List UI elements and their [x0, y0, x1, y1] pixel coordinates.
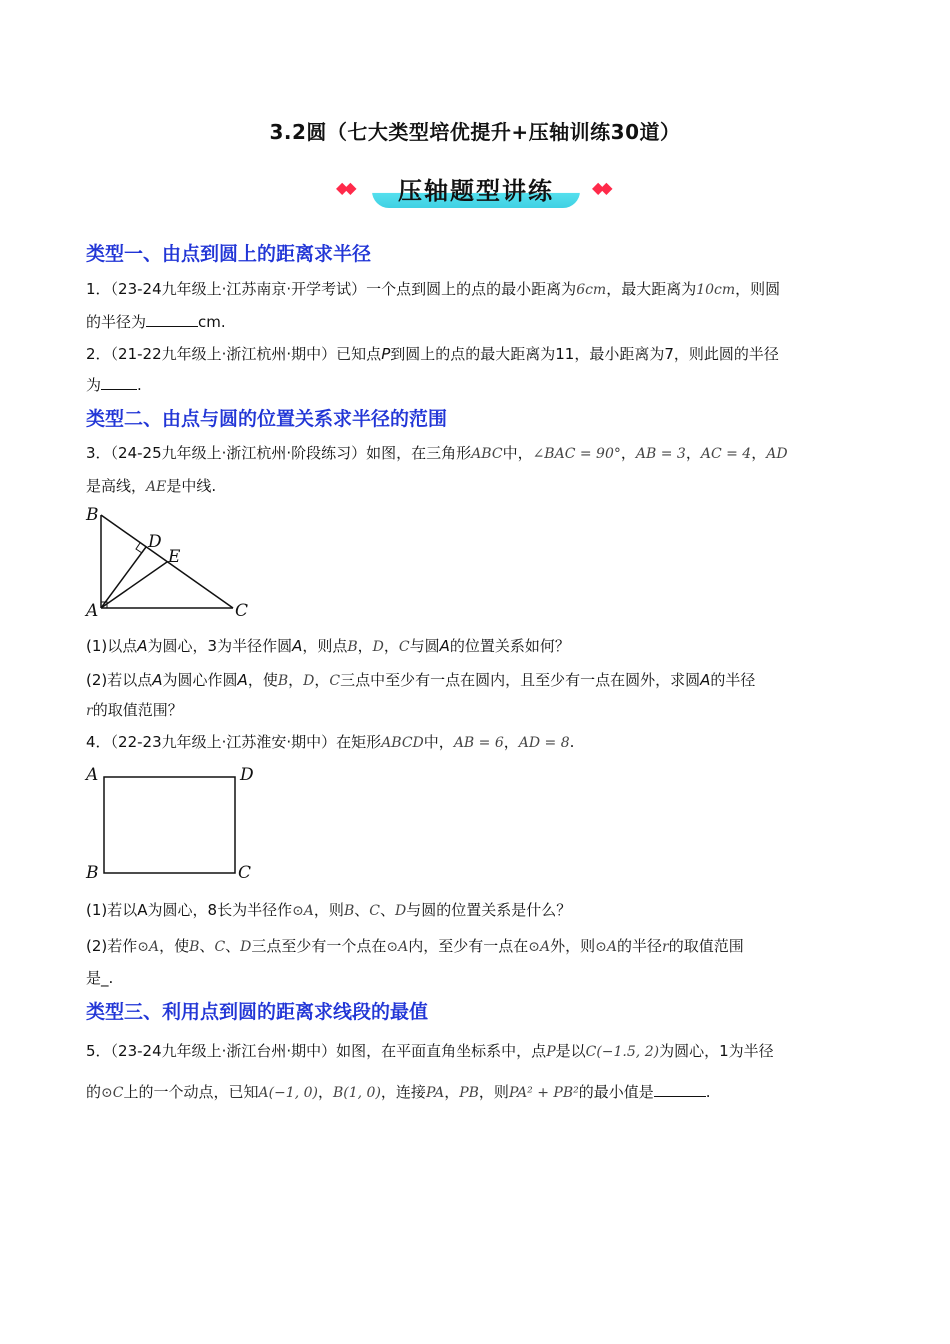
q5-expression: PA² + PB²	[508, 1085, 579, 1101]
q4p1-d: D	[394, 903, 407, 919]
label-a: A	[86, 765, 99, 785]
right-angle-mark-d	[136, 543, 142, 553]
q4p2-text: 若作	[107, 937, 138, 955]
q3p2-r: r	[86, 703, 93, 719]
q4-number: 4．	[86, 733, 111, 751]
page-title: 3.2圆（七大类型培优提升+压轴训练30道）	[269, 120, 681, 144]
q5-circle-c: ⊙C	[101, 1085, 124, 1101]
q4p2-circle-a: ⊙A	[528, 939, 551, 955]
section-heading-2: 类型二、由点与圆的位置关系求半径的范围	[86, 408, 448, 430]
question-3-part-2-cont	[86, 699, 876, 722]
q3p2-text-5: 的半径	[710, 671, 756, 689]
q5-text-2: 是以	[555, 1042, 586, 1060]
q4-ad: AD = 8	[518, 735, 570, 751]
q4-text-3: .	[569, 733, 575, 751]
q2-source: （21-22九年级上·浙江杭州·期中）	[110, 345, 337, 363]
question-5	[86, 1040, 876, 1063]
section-banner	[336, 168, 616, 214]
q3-triangle: ABC	[471, 446, 503, 462]
q5-text-7: ，则	[478, 1083, 509, 1101]
q3p1-text-4: 与圆	[409, 637, 440, 655]
part-label: (2)	[86, 937, 108, 955]
q2-text-4: .	[137, 376, 142, 394]
q3p1-text-3: ，则点	[302, 637, 348, 655]
q1-min-distance: 6cm	[576, 282, 607, 298]
q3-ad: AD	[766, 446, 788, 462]
q5-text-5: 上的一个动点，已知	[123, 1083, 259, 1101]
question-4-part-2-cont	[86, 967, 876, 989]
q3p1-b: B	[347, 639, 358, 655]
q4-source: （22-23九年级上·江苏淮安·期中）	[110, 733, 337, 751]
question-2-cont	[86, 374, 876, 396]
q1-text-2: ，最大距离为	[606, 280, 697, 298]
q3-angle: ∠BAC = 90°	[532, 446, 621, 462]
q2-text-3: 为	[86, 376, 102, 394]
q2-answer-blank[interactable]	[101, 375, 137, 390]
part-label: (1)	[86, 637, 108, 655]
q4p2-circle-a: ⊙A	[595, 939, 617, 955]
q4p2-sep: 、	[199, 937, 215, 955]
triangle-figure	[80, 500, 270, 626]
q1-unit: cm.	[198, 313, 226, 331]
section-heading-3: 类型三、利用点到圆的距离求线段的最值	[86, 1001, 429, 1023]
q4-rect: ABCD	[381, 735, 424, 751]
q4p1-sep: 、	[379, 901, 395, 919]
q1-number: 1．	[86, 280, 111, 298]
q3p1-a: A	[439, 637, 450, 655]
q3p2-text: 若以点	[107, 671, 153, 689]
q3p2-a: A	[700, 671, 711, 689]
section-heading-1: 类型一、由点到圆上的距离求半径	[86, 243, 372, 265]
q4p2-text-2: ，使	[159, 937, 190, 955]
question-4-part-2	[86, 935, 876, 958]
diamond-right-icon: ◆◆	[592, 178, 609, 197]
q3-number: 3．	[86, 444, 111, 462]
q4p2-text-7: 的取值范围	[668, 937, 744, 955]
label-c: C	[235, 601, 249, 621]
banner-label: 压轴题型讲练	[398, 177, 554, 205]
q4-sep: ，	[503, 733, 519, 751]
q3-source: （24-25九年级上·浙江杭州·阶段练习）	[110, 444, 367, 462]
q3p2-a: A	[152, 671, 163, 689]
q4p1-a: A	[137, 901, 148, 919]
q3-sep: ，	[288, 671, 304, 689]
label-b: B	[86, 863, 99, 883]
question-2	[86, 343, 876, 365]
q3p1-text-5: 的位置关系如何？	[449, 637, 570, 655]
q3p1-a: A	[137, 637, 148, 655]
question-1	[86, 278, 876, 301]
q5-text-4: 的	[86, 1083, 102, 1101]
q5-sep: ，	[444, 1083, 460, 1101]
q4p1-sep: 、	[354, 901, 370, 919]
q5-center-c: C(−1.5, 2)	[585, 1044, 660, 1060]
q4p2-r: r	[662, 939, 669, 955]
question-3	[86, 442, 876, 465]
q3-text: 如图，在三角形	[366, 444, 472, 462]
q5-text-8: 的最小值是	[578, 1083, 654, 1101]
q4p2-d: D	[240, 939, 252, 955]
q1-answer-blank[interactable]	[146, 312, 198, 327]
q5-number: 5．	[86, 1042, 111, 1060]
q3p1-text-2: 为圆心，3为半径作圆	[147, 637, 293, 655]
q3-sep: ，	[383, 637, 399, 655]
q3-text-2: 中，	[502, 444, 533, 462]
label-e: E	[168, 547, 181, 567]
q1-text-4: 的半径为	[86, 313, 147, 331]
q3-text-3: 是高线，	[86, 477, 147, 495]
q4p1-text-3: ，则	[313, 901, 344, 919]
q4p2-c: C	[214, 939, 226, 955]
q4p1-circle-a: ⊙A	[292, 903, 314, 919]
label-b: B	[86, 505, 99, 525]
q4p1-b: B	[343, 903, 355, 919]
part-label: (1)	[86, 901, 108, 919]
q4-text-2: 中，	[423, 733, 454, 751]
q2-text: 已知点	[336, 345, 382, 363]
q1-text-3: ，则圆	[735, 280, 781, 298]
q5-answer-blank[interactable]	[654, 1082, 706, 1097]
q5-text-9: .	[705, 1083, 711, 1101]
q3p1-d: D	[372, 639, 384, 655]
q3p1-a: A	[292, 637, 303, 655]
q3p2-text-2: 为圆心作圆	[162, 671, 238, 689]
q3-sep: ，	[685, 444, 701, 462]
rectangle-abcd	[104, 777, 235, 873]
median-ae	[101, 562, 167, 608]
q3p2-a: A	[237, 671, 248, 689]
q3p2-b: B	[277, 673, 289, 689]
q4p2-circle-a: ⊙A	[386, 939, 409, 955]
q4p1-c: C	[369, 903, 380, 919]
q4p2-text-6: 的半径	[616, 937, 662, 955]
q3-sep: ，	[314, 671, 330, 689]
q4p2-sep: 、	[225, 937, 241, 955]
q3p1-c: C	[398, 639, 410, 655]
q3p2-c: C	[329, 673, 341, 689]
q4p1-text-2: 为圆心，8长为半径作	[147, 901, 293, 919]
q5-source: （23-24九年级上·浙江台州·期中）	[110, 1042, 337, 1060]
question-3-part-2	[86, 669, 876, 692]
q1-text: 一个点到圆上的点的最小距离为	[366, 280, 577, 298]
q4p2-circle-a: ⊙A	[137, 939, 160, 955]
q1-max-distance: 10cm	[696, 282, 736, 298]
q3-ae: AE	[146, 479, 167, 495]
q2-number: 2．	[86, 345, 111, 363]
rectangle-figure	[80, 760, 270, 888]
q3-ab: AB = 3	[635, 446, 686, 462]
question-3-cont	[86, 475, 876, 498]
q4p2-b: B	[189, 939, 200, 955]
q3-sep: ，	[620, 444, 636, 462]
diamond-left-icon: ◆◆	[336, 178, 353, 197]
q3p2-text-4: 三点中至少有一点在圆内，且至少有一点在圆外，求圆	[340, 671, 701, 689]
q5-point-a: A(−1, 0)	[258, 1085, 318, 1101]
q2-point-p: P	[381, 345, 391, 363]
altitude-ad	[101, 547, 146, 608]
q3-ac: AC = 4	[700, 446, 752, 462]
q5-pb: PB	[459, 1085, 479, 1101]
label-d: D	[240, 765, 254, 785]
q3-sep: ，	[357, 637, 373, 655]
q2-text-2: 到圆上的点的最大距离为11，最小距离为7，则此圆的半径	[390, 345, 779, 363]
q4p2-text-3: 三点至少有一个点在	[251, 937, 387, 955]
q3p2-text-6: 的取值范围？	[92, 701, 183, 719]
q5-point-b: B(1, 0)	[332, 1085, 381, 1101]
q4-text: 在矩形	[336, 733, 382, 751]
q3-text-4: 是中线.	[166, 477, 217, 495]
q5-pa: PA	[425, 1085, 445, 1101]
q4p2-text-8: 是_.	[86, 969, 114, 987]
label-a: A	[86, 601, 99, 621]
label-c: C	[238, 863, 252, 883]
q5-text: 如图，在平面直角坐标系中，点	[336, 1042, 547, 1060]
label-d: D	[148, 532, 162, 552]
q1-source: （23-24九年级上·江苏南京·开学考试）	[110, 280, 367, 298]
question-4	[86, 731, 876, 754]
q4p1-text-4: 与圆的位置关系是什么？	[406, 901, 572, 919]
q5-text-6: ，连接	[380, 1083, 426, 1101]
q3p2-d: D	[303, 673, 315, 689]
q3p1-text: 以点	[107, 637, 138, 655]
question-1-cont	[86, 311, 876, 333]
q5-sep: ，	[317, 1083, 333, 1101]
q4p2-text-5: 外，则	[550, 937, 596, 955]
q4-ab: AB = 6	[453, 735, 504, 751]
q5-text-3: 为圆心，1为半径	[659, 1042, 774, 1060]
question-5-cont	[86, 1081, 876, 1104]
q5-point-p: P	[546, 1044, 556, 1060]
q3p2-text-3: ，使	[247, 671, 278, 689]
question-3-part-1	[86, 635, 876, 658]
question-4-part-1	[86, 899, 876, 922]
q4p2-text-4: 内，至少有一点在	[408, 937, 529, 955]
q4p1-text: 若以	[107, 901, 138, 919]
part-label: (2)	[86, 671, 108, 689]
q3-sep: ，	[751, 444, 767, 462]
